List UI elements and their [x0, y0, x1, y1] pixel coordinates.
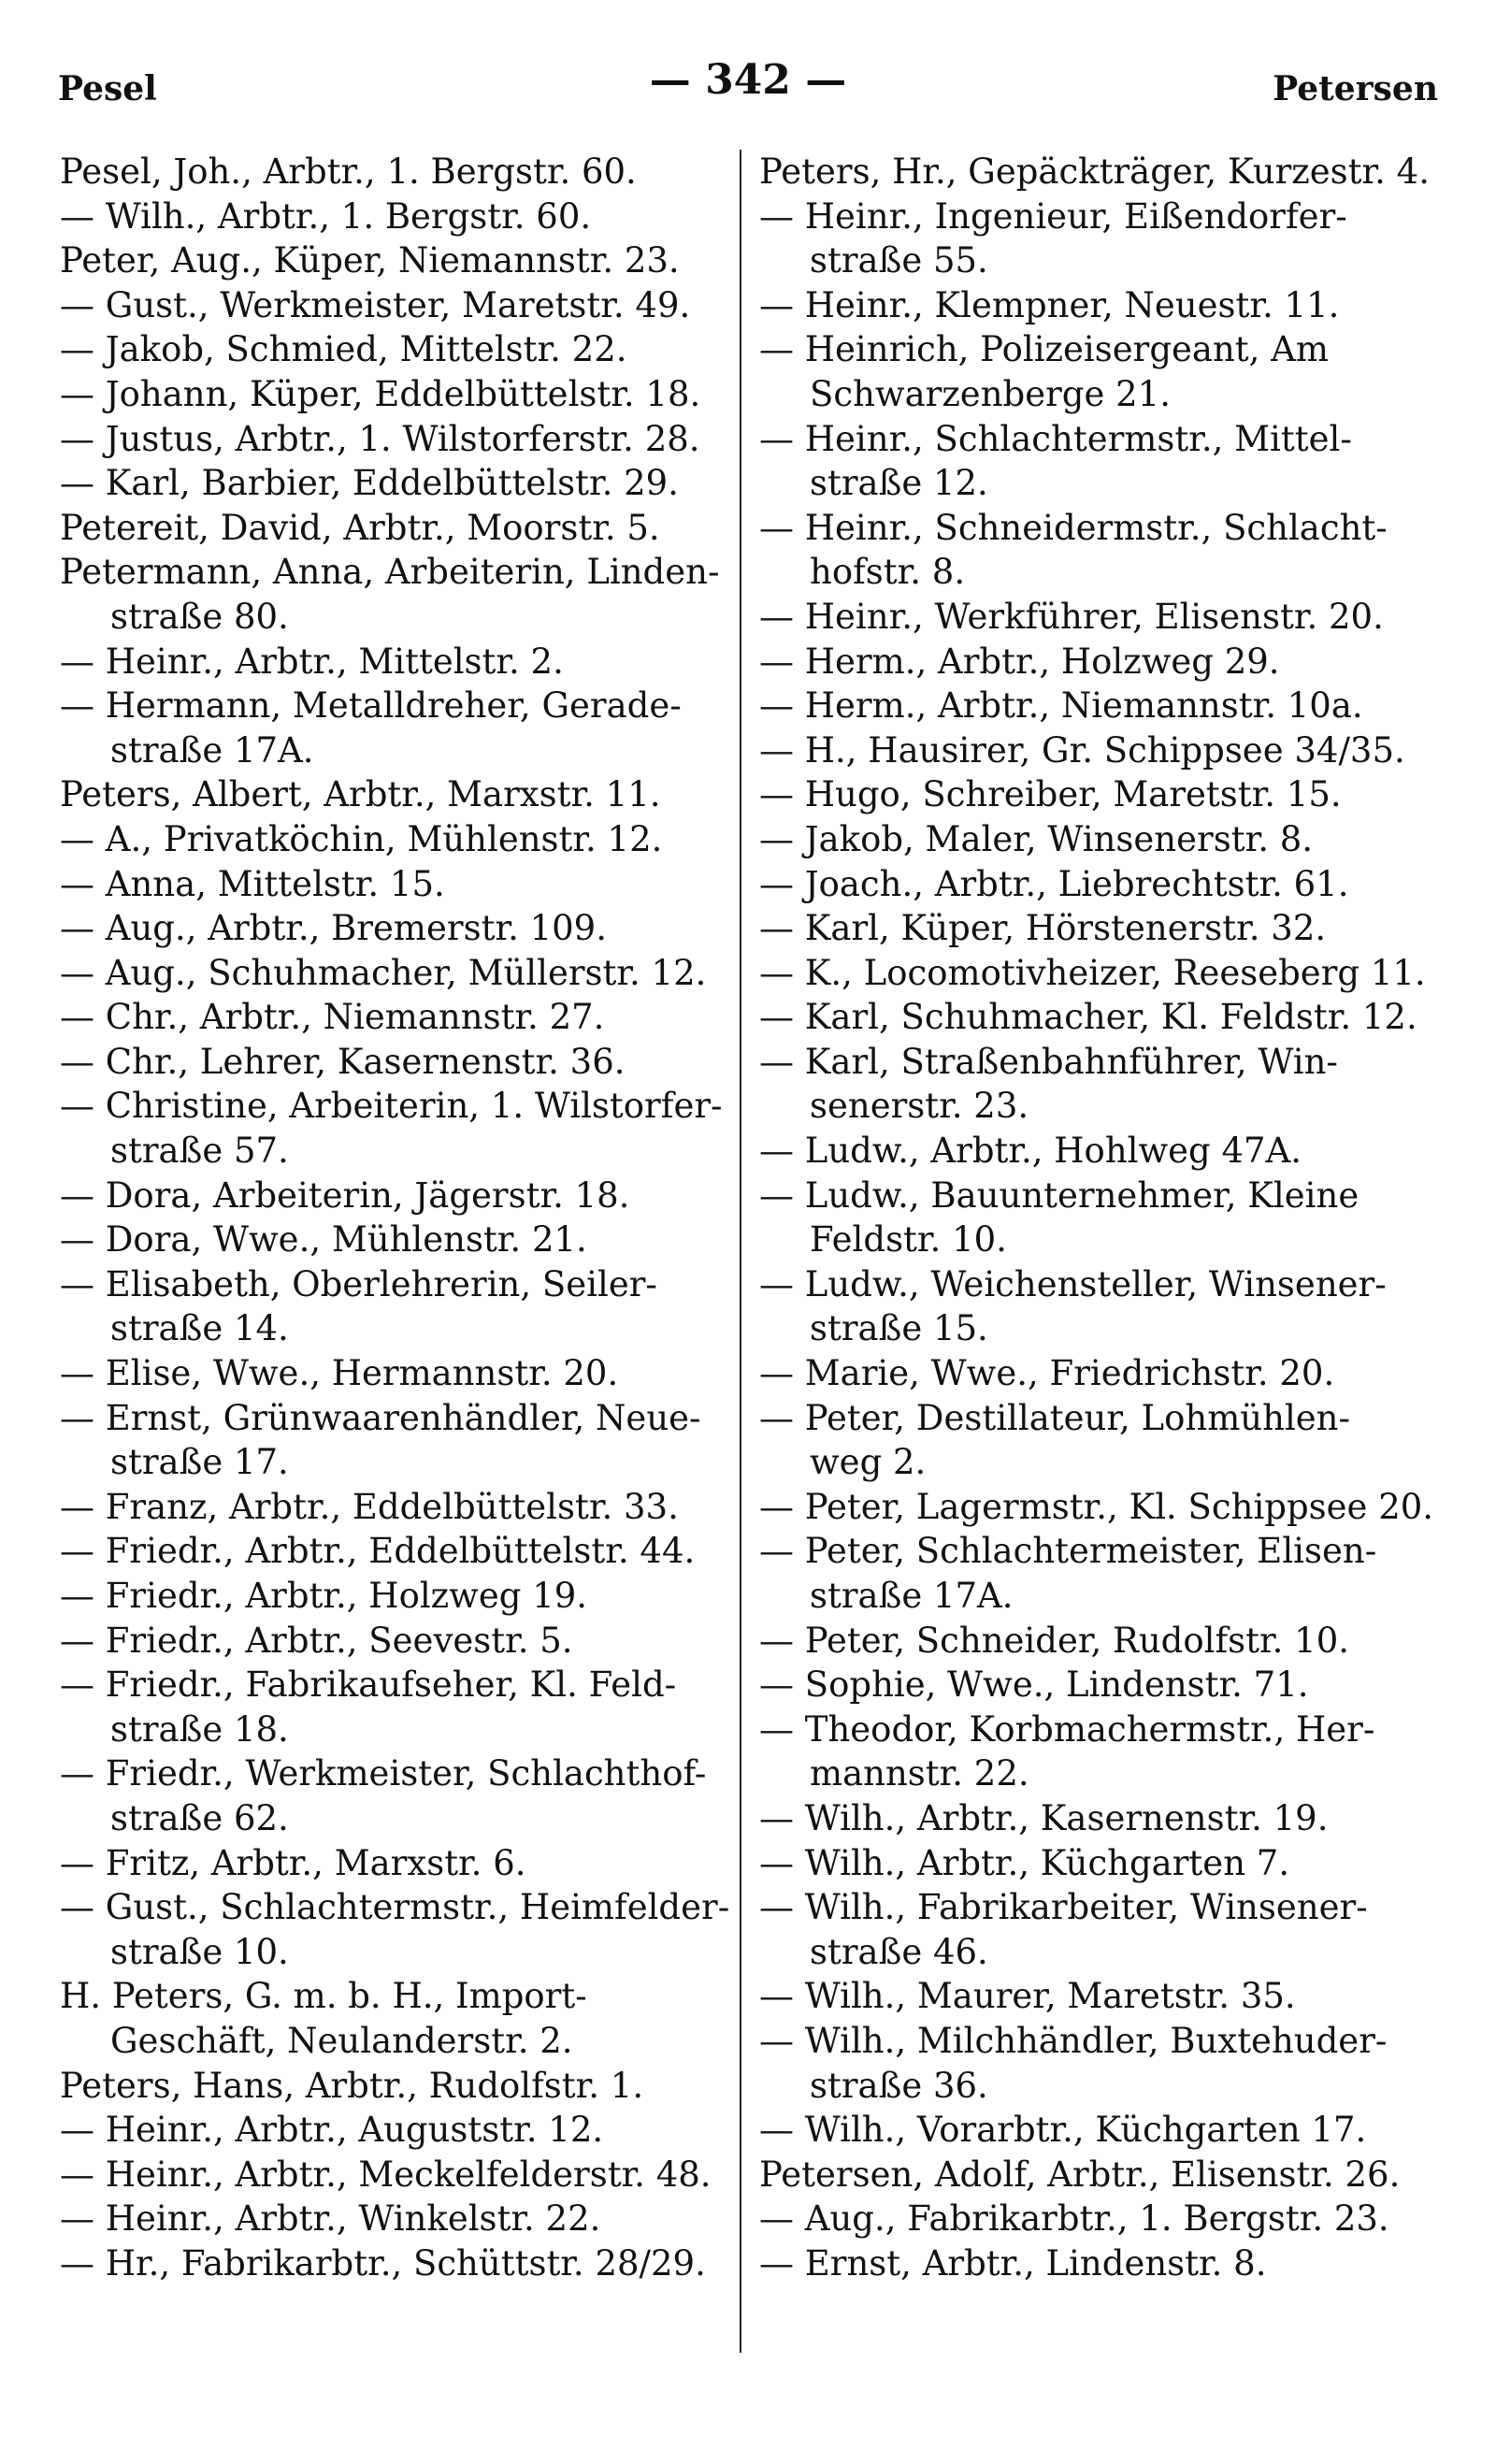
entry-continuation-line: weg 2.: [810, 1442, 927, 1483]
directory-entry-line: — Hermann, Metalldreher, Gerade-: [60, 685, 682, 727]
entry-continuation-line: straße 17A.: [810, 1576, 1014, 1616]
directory-entry-line: Peters, Hr., Gepäckträger, Kurzestr. 4.: [759, 151, 1430, 192]
directory-entry-line: — Heinr., Schlachtermstr., Mittel-: [759, 418, 1352, 459]
entry-continuation-line: Geschäft, Neulanderstr. 2.: [110, 2020, 573, 2061]
directory-entry-line: — Heinr., Schneidermstr., Schlacht-: [759, 507, 1388, 548]
entry-continuation-line: hofstr. 8.: [810, 552, 966, 593]
directory-entry-line: — Wilh., Fabrikarbeiter, Winsener-: [759, 1887, 1368, 1928]
directory-entry-line: — Heinr., Arbtr., Mittelstr. 2.: [60, 641, 564, 682]
directory-entry-line: — Friedr., Arbtr., Holzweg 19.: [60, 1576, 588, 1616]
directory-entry-line: — Friedr., Werkmeister, Schlachthof-: [60, 1753, 707, 1794]
directory-entry-line: Petersen, Adolf, Arbtr., Elisenstr. 26.: [759, 2154, 1401, 2195]
directory-entry-line: — Peter, Lagermstr., Kl. Schippsee 20.: [759, 1486, 1434, 1527]
directory-entry-line: — Johann, Küper, Eddelbüttelstr. 18.: [60, 373, 701, 414]
directory-entry-line: Pesel, Joh., Arbtr., 1. Bergstr. 60.: [60, 151, 637, 192]
directory-entry-line: — Karl, Barbier, Eddelbüttelstr. 29.: [60, 463, 679, 504]
directory-entry-line: — Aug., Schuhmacher, Müllerstr. 12.: [60, 952, 707, 993]
directory-entry-line: — Sophie, Wwe., Lindenstr. 71.: [759, 1664, 1309, 1706]
directory-entry-line: — Aug., Fabrikarbtr., 1. Bergstr. 23.: [759, 2198, 1389, 2240]
entry-continuation-line: mannstr. 22.: [810, 1753, 1029, 1794]
directory-entry-line: — Anna, Mittelstr. 15.: [60, 863, 445, 904]
directory-entry-line: — Jakob, Maler, Winsenerstr. 8.: [759, 818, 1314, 859]
directory-entry-line: — Karl, Schuhmacher, Kl. Feldstr. 12.: [759, 997, 1417, 1038]
entry-continuation-line: straße 17.: [110, 1442, 289, 1483]
directory-entry-line: — Heinr., Ingenieur, Eißendorfer-: [759, 195, 1347, 237]
directory-entry-line: — Karl, Küper, Hörstenerstr. 32.: [759, 908, 1327, 949]
directory-entry-line: — Heinr., Klempner, Neuestr. 11.: [759, 284, 1340, 325]
directory-entry-line: — Ernst, Grünwaarenhändler, Neue-: [60, 1397, 701, 1438]
directory-entry-line: — Gust., Werkmeister, Maretstr. 49.: [60, 284, 691, 325]
entry-continuation-line: straße 10.: [110, 1931, 289, 1972]
directory-entry-line: — Joach., Arbtr., Liebrechtstr. 61.: [759, 863, 1349, 904]
directory-entry-line: — Justus, Arbtr., 1. Wilstorferstr. 28.: [60, 418, 700, 459]
directory-entry-line: — Herm., Arbtr., Niemannstr. 10a.: [759, 685, 1363, 727]
header-right-keyword: Petersen: [1273, 69, 1438, 108]
directory-entry-line: — Ludw., Weichensteller, Winsener-: [759, 1263, 1387, 1304]
entry-continuation-line: straße 62.: [110, 1797, 289, 1838]
directory-entry-line: — Heinr., Arbtr., Winkelstr. 22.: [60, 2198, 601, 2240]
directory-entry-line: — K., Locomotivheizer, Reeseberg 11.: [759, 952, 1426, 993]
entry-continuation-line: straße 14.: [110, 1308, 289, 1349]
directory-entry-line: — Chr., Arbtr., Niemannstr. 27.: [60, 997, 605, 1038]
directory-entry-line: — Heinrich, Polizeisergeant, Am: [759, 329, 1329, 370]
entry-continuation-line: Feldstr. 10.: [810, 1219, 1007, 1261]
directory-entry-line: — Elise, Wwe., Hermannstr. 20.: [60, 1353, 619, 1394]
entry-continuation-line: straße 12.: [810, 463, 988, 504]
directory-entry-line: — Fritz, Arbtr., Marxstr. 6.: [60, 1842, 526, 1883]
directory-entry-line: Peters, Albert, Arbtr., Marxstr. 11.: [60, 774, 661, 815]
directory-entry-line: — Aug., Arbtr., Bremerstr. 109.: [60, 908, 607, 949]
directory-entry-line: — Wilh., Arbtr., 1. Bergstr. 60.: [60, 195, 592, 237]
directory-entry-line: — Hr., Fabrikarbtr., Schüttstr. 28/29.: [60, 2242, 706, 2284]
page-number: — 342 —: [649, 56, 847, 104]
directory-entry-line: — Dora, Arbeiterin, Jägerstr. 18.: [60, 1174, 630, 1216]
directory-entry-line: — Ludw., Arbtr., Hohlweg 47A.: [759, 1131, 1302, 1172]
column-divider: [740, 150, 741, 2353]
directory-entry-line: — Herm., Arbtr., Holzweg 29.: [759, 641, 1280, 682]
directory-entry-line: Petermann, Anna, Arbeiterin, Linden-: [60, 552, 720, 593]
right-column: [759, 150, 1438, 2286]
directory-entry-line: — Peter, Destillateur, Lohmühlen-: [759, 1397, 1350, 1438]
directory-entry-line: — Karl, Straßenbahnführer, Win-: [759, 1041, 1338, 1082]
directory-entry-line: — Christine, Arbeiterin, 1. Wilstorfer-: [60, 1086, 723, 1127]
directory-entry-line: — H., Hausirer, Gr. Schippsee 34/35.: [759, 729, 1405, 771]
directory-entry-line: — Heinr., Werkführer, Elisenstr. 20.: [759, 596, 1384, 637]
page-header: [58, 56, 1438, 112]
entry-continuation-line: straße 17A.: [110, 729, 314, 771]
directory-entry-line: — Theodor, Korbmachermstr., Her-: [759, 1708, 1375, 1750]
left-column: [60, 150, 733, 2286]
entry-continuation-line: straße 55.: [810, 240, 988, 281]
directory-entry-line: — A., Privatköchin, Mühlenstr. 12.: [60, 818, 663, 859]
directory-entry-line: — Friedr., Arbtr., Eddelbüttelstr. 44.: [60, 1531, 696, 1572]
directory-entry-line: — Wilh., Arbtr., Küchgarten 7.: [759, 1842, 1290, 1883]
directory-entry-line: — Heinr., Arbtr., Meckelfelderstr. 48.: [60, 2154, 712, 2195]
directory-entry-line: Petereit, David, Arbtr., Moorstr. 5.: [60, 507, 660, 548]
directory-entry-line: — Wilh., Maurer, Maretstr. 35.: [759, 1976, 1296, 2017]
directory-entry-line: — Friedr., Fabrikaufseher, Kl. Feld-: [60, 1664, 677, 1706]
directory-entry-line: — Peter, Schneider, Rudolfstr. 10.: [759, 1620, 1350, 1661]
directory-entry-line: Peter, Aug., Küper, Niemannstr. 23.: [60, 240, 680, 281]
entry-continuation-line: senerstr. 23.: [810, 1086, 1029, 1127]
directory-entry-line: — Marie, Wwe., Friedrichstr. 20.: [759, 1353, 1335, 1394]
entry-continuation-line: straße 46.: [810, 1931, 988, 1972]
directory-entry-line: — Elisabeth, Oberlehrerin, Seiler-: [60, 1263, 657, 1304]
directory-entry-line: — Wilh., Vorarbtr., Küchgarten 17.: [759, 2110, 1367, 2151]
directory-entry-line: — Jakob, Schmied, Mittelstr. 22.: [60, 329, 627, 370]
directory-entry-line: — Wilh., Milchhändler, Buxtehuder-: [759, 2020, 1388, 2061]
directory-entry-line: — Dora, Wwe., Mühlenstr. 21.: [60, 1219, 587, 1261]
entry-continuation-line: straße 57.: [110, 1131, 289, 1172]
entry-continuation-line: straße 18.: [110, 1708, 289, 1750]
directory-entry-line: — Ludw., Bauunternehmer, Kleine: [759, 1174, 1359, 1216]
entry-continuation-line: straße 36.: [810, 2065, 988, 2106]
directory-entry-line: — Heinr., Arbtr., Auguststr. 12.: [60, 2110, 604, 2151]
directory-entry-line: Peters, Hans, Arbtr., Rudolfstr. 1.: [60, 2065, 644, 2106]
directory-entry-line: — Friedr., Arbtr., Seevestr. 5.: [60, 1620, 573, 1661]
directory-entry-line: — Chr., Lehrer, Kasernenstr. 36.: [60, 1041, 626, 1082]
entry-continuation-line: Schwarzenberge 21.: [810, 373, 1171, 414]
directory-entry-line: — Gust., Schlachtermstr., Heimfelder-: [60, 1887, 730, 1928]
directory-entry-line: — Franz, Arbtr., Eddelbüttelstr. 33.: [60, 1486, 679, 1527]
directory-entry-line: — Peter, Schlachtermeister, Elisen-: [759, 1531, 1377, 1572]
header-left-keyword: Pesel: [58, 69, 157, 108]
directory-entry-line: H. Peters, G. m. b. H., Import-: [60, 1976, 587, 2017]
entry-continuation-line: straße 80.: [110, 596, 289, 637]
directory-entry-line: — Hugo, Schreiber, Maretstr. 15.: [759, 774, 1342, 815]
directory-entry-line: — Ernst, Arbtr., Lindenstr. 8.: [759, 2242, 1267, 2284]
directory-entry-line: — Wilh., Arbtr., Kasernenstr. 19.: [759, 1797, 1329, 1838]
entry-continuation-line: straße 15.: [810, 1308, 988, 1349]
